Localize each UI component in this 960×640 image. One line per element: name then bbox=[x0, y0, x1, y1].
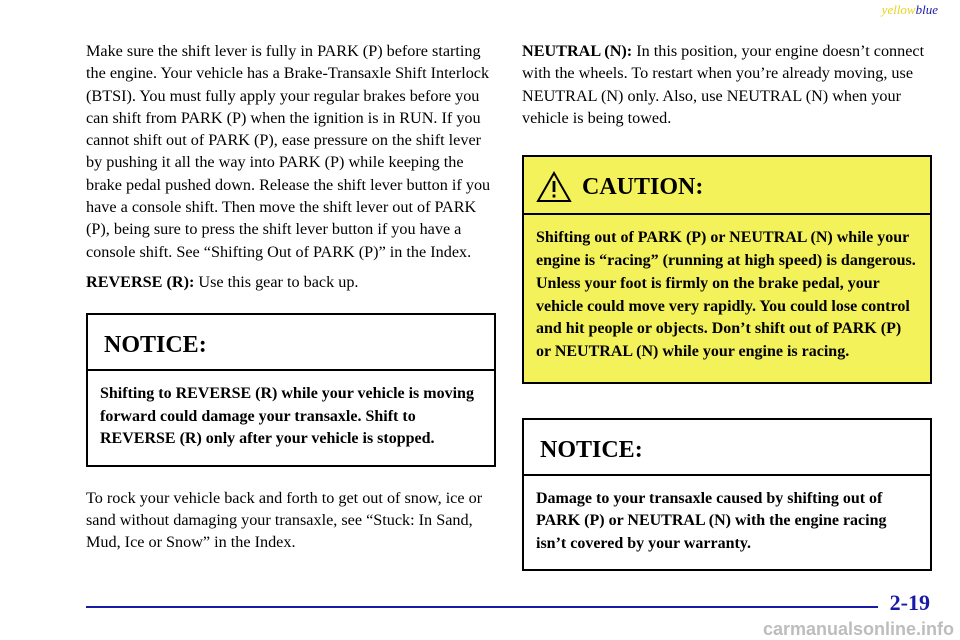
caution-box bbox=[522, 155, 932, 384]
notice-title-right: NOTICE: bbox=[524, 420, 930, 476]
notice-title: NOTICE: bbox=[88, 315, 494, 371]
left-column bbox=[86, 40, 496, 554]
reverse-text: Use this gear to back up. bbox=[194, 272, 359, 291]
warning-triangle-icon bbox=[536, 171, 572, 203]
right-column bbox=[522, 40, 932, 571]
notice-text: Shifting to REVERSE (R) while your vehicle is moving forward could damage your transaxle. Shift to REVERSE (R) only after your vehicle is stopped. bbox=[100, 385, 474, 448]
notice-box-reverse bbox=[86, 313, 496, 467]
park-paragraph: Make sure the shift lever is fully in PARK (P) before starting the engine. Your vehicle has a Brake-Transaxle Shift Interlock (BTSI). You must fully apply your regular brakes before you can shift from PARK (P) when the ignition is in RUN. If you cannot shift out of PARK (P), ease pressure on the shift lever by pushing it all the way into PARK (P) while keeping the brake pedal pushed down. Release the shift lever button if you have a console shift. Then move the shift lever out of PARK (P), being sure to press the shift lever button if you have a console shift. See “Shifting Out of PARK (P)” in the Index. bbox=[86, 42, 491, 261]
neutral-lead: NEUTRAL (N): bbox=[522, 42, 633, 60]
caution-title: CAUTION: bbox=[582, 174, 704, 201]
page-header bbox=[882, 2, 938, 18]
footer-rule bbox=[86, 606, 878, 608]
reverse-lead: REVERSE (R): bbox=[86, 272, 195, 291]
caution-header bbox=[524, 157, 930, 215]
rock-paragraph: To rock your vehicle back and forth to get out of snow, ice or sand without damaging your transaxle, see “Stuck: In Sand, Mud, Ice or Snow” in the Index. bbox=[86, 488, 483, 552]
neutral-paragraph bbox=[522, 40, 932, 129]
notice-text-right: Damage to your transaxle caused by shifting out of PARK (P) or NEUTRAL (N) with the engine racing isn’t covered by your warranty. bbox=[536, 489, 887, 552]
header-yellow: yellow bbox=[881, 2, 916, 17]
reverse-paragraph bbox=[86, 271, 496, 293]
watermark: carmanualsonline.info bbox=[762, 619, 954, 639]
neutral-text: In this position, your engine doesn’t connect with the wheels. To restart when you’re already moving, use NEUTRAL (N) only. Also, use NEUTRAL (N) when your vehicle is being towed. bbox=[522, 42, 925, 127]
caution-text: Shifting out of PARK (P) or NEUTRAL (N) while your engine is “racing” (running at high speed) is dangerous. Unless your foot is firmly on the brake pedal, your vehicle could move very rapidly. You could lose control and hit people or objects. Don’t shift out of PARK (P) or NEUTRAL (N) while your engine is racing. bbox=[536, 229, 916, 361]
header-blue: blue bbox=[915, 2, 938, 17]
notice-box-warranty bbox=[522, 418, 932, 572]
page-number: 2-19 bbox=[889, 590, 930, 615]
